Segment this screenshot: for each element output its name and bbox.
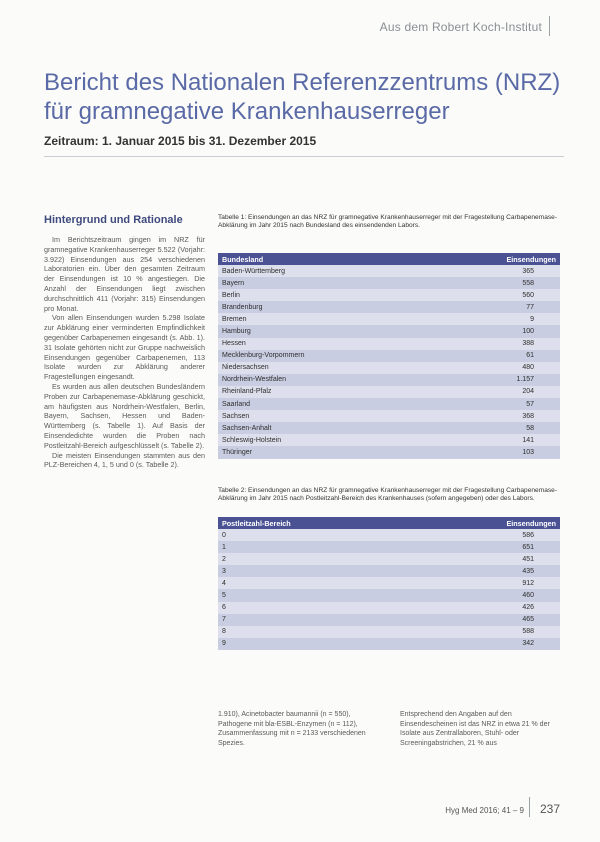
table1-header-region: Bundesland — [218, 253, 427, 265]
table1-caption: Tabelle 1: Einsendungen an das NRZ für gramnegative Krankenhauserreger mit der Fragestellung Carbapenemase-Abklärung im Jahr 2015 nach Bundesland des einsendenden Labors. — [218, 214, 558, 230]
paragraph-1: Im Berichtszeitraum gingen im NRZ für gramnegative Krankenhauserreger 5.522 (Vorjahr: 3.922) Einsendungen aus 254 verschiedenen Laboratorien ein. Über den gesamten Zeitraum der Einsendungen ist 10 % angestiegen. Die Anzahl der Einsendungen liegt zwischen durchschnittlich 411 (Vorjahr: 315) Einsendungen pro Monat. — [44, 235, 205, 313]
header-divider — [549, 16, 550, 36]
count-cell: 141 — [427, 434, 560, 446]
region-cell: Saarland — [218, 398, 427, 410]
count-cell: 9 — [427, 313, 560, 325]
table-bundesland — [218, 253, 560, 459]
region-cell: Niedersachsen — [218, 362, 427, 374]
region-cell: 2 — [218, 553, 413, 565]
count-cell: 435 — [413, 565, 560, 577]
table-row — [218, 362, 560, 374]
region-cell: Berlin — [218, 289, 427, 301]
section-heading: Hintergrund und Rationale — [44, 214, 183, 226]
table-row — [218, 410, 560, 422]
region-cell: 6 — [218, 602, 413, 614]
region-cell: 8 — [218, 626, 413, 638]
paragraph-3: Es wurden aus allen deutschen Bundesländern Proben zur Carbapenemase-Abklärung geschickt, am häufigsten aus Nordrhein-Westfalen, Berlin, Bayern, Sachsen, Hessen und Baden-Württemberg (s. Tabelle 1). Auf Basis der Einsendedichte wurden die Proben nach Postleitzahl-Bereich aufgeschlüsselt (s. Tabelle 2). — [44, 381, 205, 450]
count-cell: 460 — [413, 589, 560, 601]
table-row — [218, 350, 560, 362]
region-cell: Baden-Württemberg — [218, 265, 427, 277]
table-row — [218, 422, 560, 434]
count-cell: 388 — [427, 338, 560, 350]
table-row — [218, 529, 560, 541]
region-cell: Thüringer — [218, 446, 427, 458]
count-cell: 100 — [427, 325, 560, 337]
region-cell: Sachsen-Anhalt — [218, 422, 427, 434]
region-cell: 1 — [218, 541, 413, 553]
table-row — [218, 301, 560, 313]
count-cell: 204 — [427, 386, 560, 398]
region-cell: 5 — [218, 589, 413, 601]
count-cell: 365 — [427, 265, 560, 277]
bottom-column-2: Entsprechend den Angaben auf den Einsendescheinen ist das NRZ in etwa 21 % der Isolate aus Zentrallaboren, Stuhl- oder Screeningabstrichen, 21 % aus — [400, 711, 550, 747]
count-cell: 586 — [413, 529, 560, 541]
table-row — [218, 398, 560, 410]
table-row — [218, 565, 560, 577]
table1-header-count: Einsendungen — [427, 253, 560, 265]
table-row — [218, 338, 560, 350]
table-row — [218, 313, 560, 325]
region-cell: 0 — [218, 529, 413, 541]
table-row — [218, 265, 560, 277]
count-cell: 1.157 — [427, 374, 560, 386]
region-cell: Nordrhein-Westfalen — [218, 374, 427, 386]
table1-body — [218, 265, 560, 459]
count-cell: 560 — [427, 289, 560, 301]
table-row — [218, 325, 560, 337]
count-cell: 588 — [413, 626, 560, 638]
count-cell: 368 — [427, 410, 560, 422]
count-cell: 57 — [427, 398, 560, 410]
title-rule — [44, 156, 564, 157]
region-cell: Rheinland-Pfalz — [218, 386, 427, 398]
table-row — [218, 626, 560, 638]
footer-divider — [529, 797, 530, 817]
region-cell: 3 — [218, 565, 413, 577]
count-cell: 342 — [413, 638, 560, 650]
region-cell: Schleswig-Holstein — [218, 434, 427, 446]
region-cell: Sachsen — [218, 410, 427, 422]
region-cell: Bayern — [218, 277, 427, 289]
table-row — [218, 553, 560, 565]
paragraph-2: Von allen Einsendungen wurden 5.298 Isolate zur Abklärung einer verminderten Empfindlichkeit gegenüber Carbapenemen eingesandt (s. Abb. 1). 31 Isolate gehörten nicht zur Gruppe nachweislich Einsendungen gegenüber Carbapenemen, 113 Isolate wurden zur Abklärung anderer Fragestellungen eingesandt. — [44, 313, 205, 382]
table-row — [218, 614, 560, 626]
table-postleitzahl — [218, 517, 560, 650]
paragraph-4: Die meisten Einsendungen stammten aus den PLZ-Bereichen 4, 1, 5 und 0 (s. Tabelle 2). — [44, 450, 205, 470]
region-cell: Mecklenburg-Vorpommern — [218, 350, 427, 362]
table-row — [218, 541, 560, 553]
region-cell: Brandenburg — [218, 301, 427, 313]
region-cell: 4 — [218, 577, 413, 589]
count-cell: 558 — [427, 277, 560, 289]
count-cell: 426 — [413, 602, 560, 614]
bottom-column-1: 1.910), Acinetobacter baumannii (n = 550), Pathogene mit bla-ESBL-Enzymen (n = 112), Zusammenfassung mit n = 2133 verschiedenen Spezies. — [218, 711, 366, 747]
page-title: Bericht des Nationalen Referenzzentrums (NRZ) für gramnegative Krankenhauserreger — [44, 69, 561, 125]
table-row — [218, 446, 560, 458]
count-cell: 58 — [427, 422, 560, 434]
table2-header-region: Postleitzahl-Bereich — [218, 517, 413, 529]
region-cell: Hamburg — [218, 325, 427, 337]
count-cell: 651 — [413, 541, 560, 553]
footer-journal: Hyg Med 2016; 41 – 9 — [445, 806, 524, 815]
left-column-text — [44, 235, 205, 470]
count-cell: 77 — [427, 301, 560, 313]
table-row — [218, 374, 560, 386]
region-cell: 9 — [218, 638, 413, 650]
page-number: 237 — [539, 802, 560, 816]
count-cell: 61 — [427, 350, 560, 362]
table2-header-count: Einsendungen — [413, 517, 560, 529]
region-cell: 7 — [218, 614, 413, 626]
table2-caption: Tabelle 2: Einsendungen an das NRZ für gramnegative Krankenhauserreger mit der Fragestellung Carbapenemase-Abklärung im Jahr 2015 nach Postleitzahl-Bereich des Krankenhauses (sofern angegeben) oder des Labors. — [218, 487, 558, 503]
table-row — [218, 589, 560, 601]
count-cell: 451 — [413, 553, 560, 565]
count-cell: 480 — [427, 362, 560, 374]
header-source: Aus dem Robert Koch-Institut — [379, 20, 542, 34]
table-row — [218, 638, 560, 650]
table-row — [218, 289, 560, 301]
count-cell: 465 — [413, 614, 560, 626]
period-line — [44, 134, 316, 148]
region-cell: Hessen — [218, 338, 427, 350]
table-row — [218, 386, 560, 398]
count-cell: 103 — [427, 446, 560, 458]
table-row — [218, 577, 560, 589]
period-text: Zeitraum: 1. Januar 2015 bis 31. Dezember 2015 — [44, 134, 317, 148]
count-cell: 912 — [413, 577, 560, 589]
table-row — [218, 434, 560, 446]
table-row — [218, 277, 560, 289]
table-row — [218, 602, 560, 614]
region-cell: Bremen — [218, 313, 427, 325]
table2-body — [218, 529, 560, 650]
